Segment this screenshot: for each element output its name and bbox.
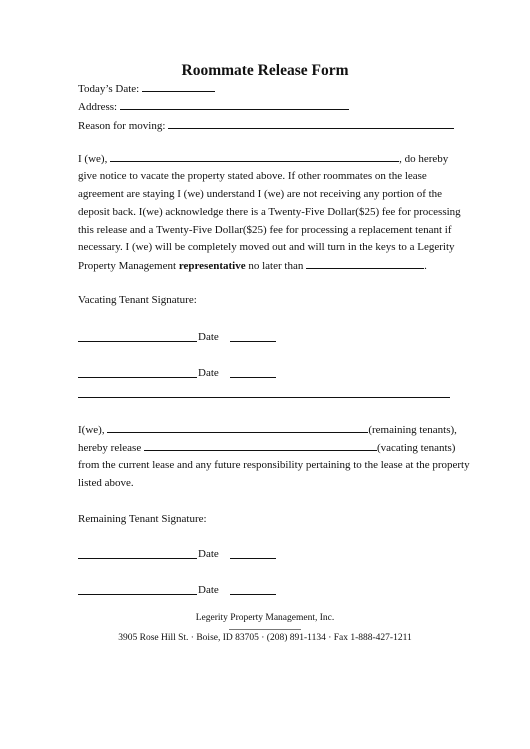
vacating-date-label-2: Date: [198, 367, 219, 379]
vacate-notice-line-7: Property Management representative no later than .: [78, 257, 458, 275]
release-line-2: hereby release (vacating tenants): [78, 439, 458, 457]
vacate-notice-line-2: give notice to vacate the property stated above. If other roommates on the lease: [78, 169, 427, 182]
vacating-signature-line-1[interactable]: [78, 340, 197, 342]
release-line-4: listed above.: [78, 476, 134, 489]
reason-label: Reason for moving:: [78, 120, 166, 132]
vacate-notice-line-6: necessary. I (we) will be completely moved out and will turn in the keys to a Legerity: [78, 241, 455, 254]
representative-text: representative: [178, 260, 246, 273]
todays-date-field[interactable]: [78, 80, 215, 96]
section-divider: [78, 397, 450, 398]
remaining-signature-line-1[interactable]: [78, 557, 197, 559]
vacating-tenants-line[interactable]: [144, 439, 377, 451]
vacating-signature-line-2[interactable]: [78, 376, 197, 378]
remaining-date-line-2[interactable]: [230, 593, 276, 595]
reason-field[interactable]: [78, 117, 454, 133]
todays-date-label: Today’s Date:: [78, 83, 140, 95]
reason-line[interactable]: [168, 117, 454, 129]
release-clause-paragraph: [78, 421, 470, 493]
vacating-date-line-2[interactable]: [230, 376, 276, 378]
footer-rule: [229, 629, 301, 630]
vacate-notice-line-4: deposit back. I(we) acknowledge there is a Twenty-Five Dollar($25) fee for processing: [78, 205, 461, 218]
remaining-date-label-1: Date: [198, 548, 219, 560]
vacate-notice-paragraph: [78, 150, 461, 275]
vacate-notice-line-3: agreement are staying I (we) understand I (we) are not receiving any portion of the: [78, 187, 443, 200]
remaining-date-line-1[interactable]: [230, 557, 276, 559]
remaining-signature-label: Remaining Tenant Signature:: [78, 513, 207, 525]
release-line-3: from the current lease and any future responsibility pertaining to the lease at the property: [78, 458, 470, 471]
address-label: Address:: [78, 101, 118, 113]
remaining-tenants-line[interactable]: [107, 421, 368, 433]
vacating-date-label-1: Date: [198, 331, 219, 343]
vacate-notice-line-5: this release and a Twenty-Five Dollar($25) fee for processing a replacement tenant if: [78, 223, 452, 236]
remaining-date-label-2: Date: [198, 584, 219, 596]
todays-date-line[interactable]: [142, 80, 215, 92]
address-field[interactable]: [78, 98, 349, 114]
vacating-date-line-1[interactable]: [230, 340, 276, 342]
address-line[interactable]: [120, 98, 349, 110]
footer-contact: 3905 Rose Hill St. · Boise, ID 83705 · (208) 891-1134 · Fax 1-888-427-1211: [118, 633, 412, 643]
form-title: Roommate Release Form: [181, 62, 349, 79]
release-line-1: I(we), (remaining tenants),: [78, 421, 458, 439]
tenant-names-line[interactable]: [110, 150, 399, 162]
vacate-notice-line-1: I (we), , do hereby: [78, 150, 458, 168]
remaining-signature-line-2[interactable]: [78, 593, 197, 595]
vacating-signature-label: Vacating Tenant Signature:: [78, 294, 197, 306]
footer-company: Legerity Property Management, Inc.: [195, 613, 335, 623]
move-out-date-line[interactable]: [306, 257, 424, 269]
